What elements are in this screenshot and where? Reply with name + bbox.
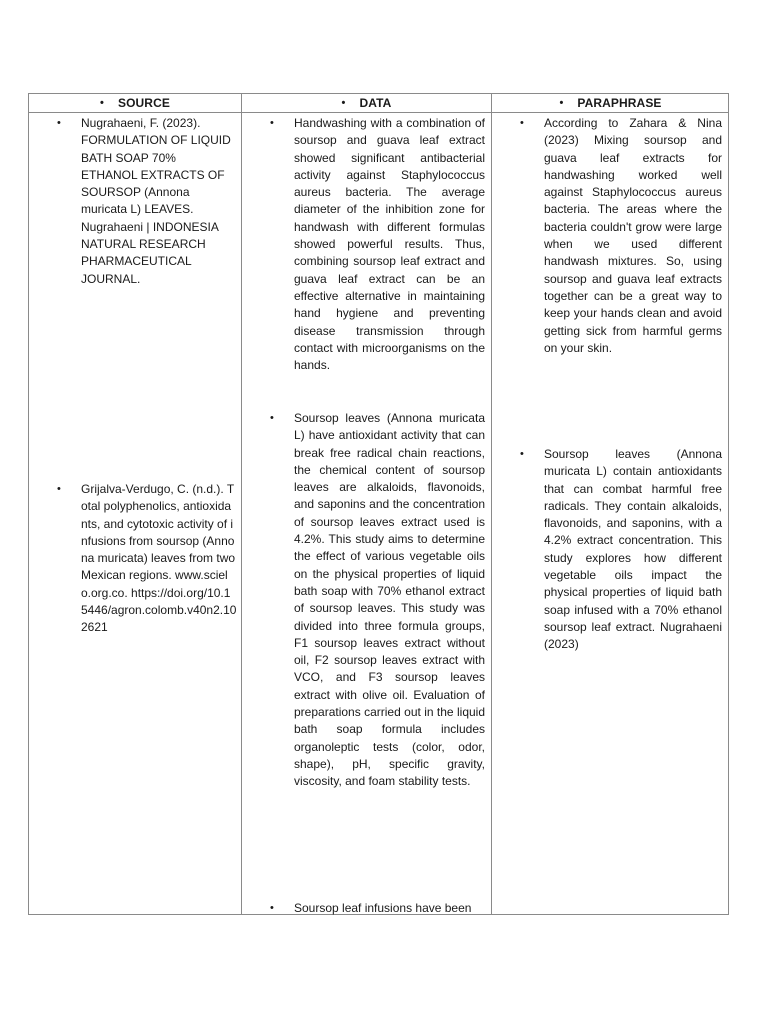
header-source — [29, 94, 241, 112]
data-text: Soursop leaf infusions have been — [294, 901, 472, 915]
header-paraphrase — [492, 94, 729, 112]
header-divider — [29, 112, 728, 113]
paraphrase-text: Soursop leaves (Annona muricata L) contain antioxidants that can combat harmful free radicals. They contain alkaloids, flavonoids, and saponins, with a 4.2% extract concentration. This study explores how different vegetable oils impact the physical properties of liquid bath soap infused with a 70% ethanol soursop leaf extract. Nugrahaeni (2023) — [544, 447, 722, 652]
source-text: Nugrahaeni, F. (2023). FORMULATION OF LIQUID BATH SOAP 70% ETHANOL EXTRACTS OF SOURSOP (Annona muricata L) LEAVES. Nugrahaeni | INDONESIA NATURAL RESEARCH PHARMACEUTICAL JOURNAL. — [81, 116, 231, 286]
bullet: • — [270, 902, 274, 914]
bullet: • — [57, 117, 61, 129]
column-divider — [241, 94, 242, 914]
bullet: • — [100, 97, 104, 109]
header-data-label: DATA — [359, 96, 392, 110]
bullet: • — [559, 97, 564, 109]
header-paraphrase-label: PARAPHRASE — [577, 96, 662, 110]
data-entry — [270, 900, 485, 917]
data-entry — [270, 115, 485, 374]
paraphrase-text: According to Zahara & Nina (2023) Mixing soursop and guava leaf extracts for handwashing worked well against Staphylococcus aureus bacteria. The areas where the bacteria couldn't grow were large when we used different handwash mixtures. So, using soursop and guava leaf extracts together can be a great way to keep your hands clean and avoid getting sick from harmful germs on your skin. — [544, 116, 722, 355]
data-entry — [270, 410, 485, 791]
header-data — [242, 94, 491, 112]
source-entry — [57, 115, 233, 288]
header-source-label: SOURCE — [118, 96, 170, 110]
bullet: • — [57, 483, 61, 495]
data-text: Handwashing with a combination of soursop and guava leaf extract showed significant antibacterial activity against Staphylococcus aureus bacteria. The average diameter of the inhibition zone for handwash with different formulas showed powerful results. Thus, combining soursop leaf extract and guava leaf extract can be an effective alternative in maintaining hand hygiene and preventing disease transmission through contact with microorganisms on the hands. — [294, 116, 485, 373]
bullet: • — [341, 97, 346, 109]
bullet: • — [520, 117, 524, 129]
paraphrase-entry — [520, 115, 722, 357]
bullet: • — [270, 412, 274, 424]
source-text: Grijalva-Verdugo, C. (n.d.). Total polyphenolics, antioxidants, and cytotoxic activity of infusions from soursop (Annona muricata) leaves from two Mexican regions. www.scielo.org.co. https://doi.org/10.15446/agron.colomb.v40n2.102621 — [81, 482, 237, 635]
bullet: • — [520, 448, 524, 460]
bullet: • — [270, 117, 274, 129]
literature-table — [28, 93, 729, 915]
paraphrase-entry — [520, 446, 722, 654]
data-text: Soursop leaves (Annona muricata L) have antioxidant activity that can break free radical chain reactions, the chemical content of soursop leaves are alkaloids, flavonoids, and saponins and the concentration of soursop leaves extract used is 4.2%. This study aims to determine the effect of various vegetable oils on the physical properties of liquid bath soap with 70% ethanol extract of soursop leaves. This study was divided into three formula groups, F1 soursop leaves extract without oil, F2 soursop leaves extract with VCO, and F3 soursop leaves extract with olive oil. Evaluation of preparations carried out in the liquid bath soap formula includes organoleptic tests (color, odor, shape), pH, specific gravity, viscosity, and foam stability tests. — [294, 411, 485, 789]
source-entry — [57, 481, 237, 637]
column-divider — [491, 94, 492, 914]
